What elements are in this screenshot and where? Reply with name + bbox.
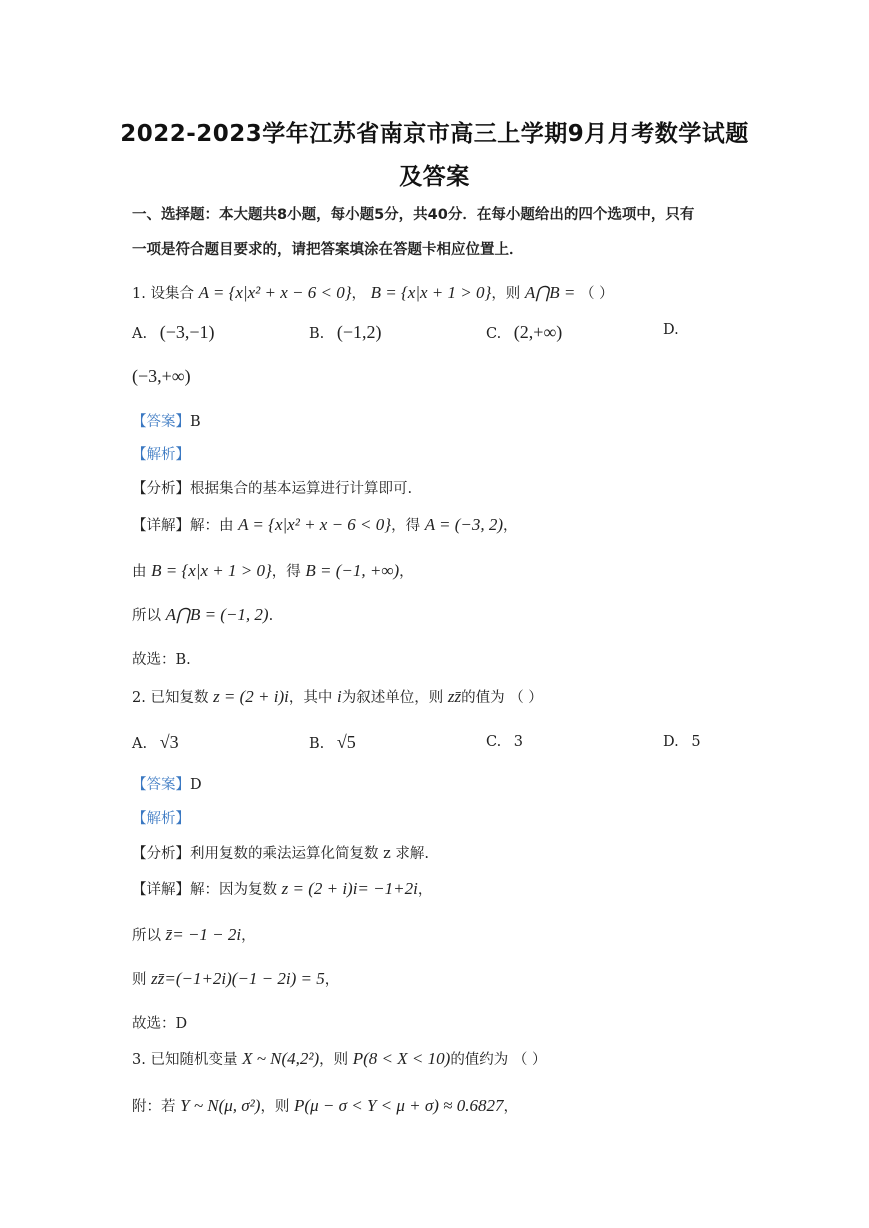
q1-sep: ， [351, 286, 367, 302]
q2-mid: ，其中 [288, 690, 333, 706]
q1-step3-pre: 所以 [132, 608, 161, 624]
q3-paren: （ ） [512, 1052, 547, 1068]
q2-option-d-value: 5 [691, 734, 701, 750]
q3-note-dist: Y ~ N(μ, σ²) [180, 1096, 261, 1115]
q2-option-c-label: C. [486, 734, 502, 750]
section-heading-line1: 一、选择题：本大题共8小题，每小题5分，共40分．在每小题给出的四个选项中，只有 [132, 207, 695, 223]
q3-note-mid: ，则 [260, 1099, 290, 1115]
q1-option-b [309, 322, 382, 343]
q1-answer [132, 410, 201, 431]
q1-step2-end: ， [399, 564, 414, 580]
q3-note-prob: P(μ − σ < Y < μ + σ) ≈ 0.6827 [294, 1096, 504, 1115]
q3-dist: X ~ N(4,2²) [242, 1049, 320, 1068]
q1-step3-math: A⋂B = (−1, 2) [165, 605, 269, 624]
q1-answer-tag: 【答案】 [132, 414, 190, 430]
q1-set-b: B = {x|x + 1 > 0} [370, 283, 492, 302]
q2-option-b-label: B. [309, 736, 325, 752]
q2-prefix: 2. 已知复数 [132, 690, 209, 706]
q2-step2-math: z̄= −1 − 2i [165, 925, 242, 944]
q1-stem [132, 282, 614, 303]
q1-step1-pre: 解：由 [190, 518, 234, 534]
q2-step2-end: ， [241, 928, 256, 944]
q1-fenxi [132, 477, 412, 498]
q2-detail-step1 [132, 878, 432, 899]
q2-option-a-label: A. [132, 736, 148, 752]
q1-prefix: 1. 设集合 [132, 286, 194, 302]
q2-option-d-label: D. [663, 734, 679, 750]
q2-z-expr: z = (2 + i)i [213, 687, 289, 706]
q1-option-d-value: (−3,+∞) [132, 366, 191, 386]
q2-analysis-tag: 【解析】 [132, 811, 190, 827]
q1-option-d [663, 322, 679, 338]
q1-step2-pre: 由 [132, 564, 147, 580]
q3-note-end: ， [503, 1099, 519, 1115]
q2-paren: （ ） [509, 690, 543, 706]
q1-option-c-label: C. [486, 326, 502, 342]
q2-detail-step3 [132, 968, 339, 989]
q3-note-pre: 附：若 [132, 1099, 176, 1115]
q1-step3-end: . [268, 608, 274, 624]
q1-step1-math: A = {x|x² + x − 6 < 0} [238, 515, 392, 534]
q3-stem [132, 1048, 547, 1069]
q1-set-a: A = {x|x² + x − 6 < 0} [198, 283, 352, 302]
q2-option-c-value: 3 [513, 734, 524, 750]
q2-conclusion: 故选：D [132, 1016, 188, 1032]
q2-answer-tag: 【答案】 [132, 777, 190, 793]
q1-option-a-label: A. [132, 326, 148, 342]
q1-step2-mid: ，得 [271, 564, 301, 580]
q2-fenxi-tag: 【分析】 [132, 846, 190, 862]
doc-title-line1: 2022-2023学年江苏省南京市高三上学期9月月考数学试题 [120, 121, 749, 147]
q2-step1-pre: 解：因为复数 [190, 882, 277, 898]
q2-stem [132, 686, 543, 707]
q2-i-symbol: i [337, 687, 342, 706]
q1-step1-mid: ，得 [391, 518, 421, 534]
q1-step2-math: B = {x|x + 1 > 0} [151, 561, 272, 580]
q1-option-b-label: B. [309, 326, 325, 342]
q1-analysis-tag: 【解析】 [132, 447, 190, 463]
q3-note [132, 1095, 518, 1116]
q2-fenxi [132, 842, 429, 863]
q3-mid: ，则 [319, 1052, 349, 1068]
doc-title-line2: 及答案 [399, 164, 470, 190]
q2-option-d [663, 734, 701, 750]
q1-ask: ，则 [491, 286, 521, 302]
q1-option-a-value: (−3,−1) [159, 322, 215, 342]
q2-step3-pre: 则 [132, 972, 147, 988]
q2-step3-end: ， [324, 972, 340, 988]
q2-answer-value: D [190, 777, 202, 793]
q1-paren: （ ） [579, 286, 614, 302]
q2-option-b-value: √5 [336, 732, 356, 752]
q1-detail-step1 [132, 514, 518, 535]
q1-xiangjie-tag: 【详解】 [132, 518, 190, 534]
q1-option-a [132, 322, 215, 343]
q2-ask: 的值为 [461, 690, 505, 706]
q2-mid2: 为叙述单位，则 [341, 690, 444, 706]
q1-step2-res: B = (−1, +∞) [305, 561, 400, 580]
q1-fenxi-tag: 【分析】 [132, 481, 190, 497]
q2-fenxi-text: 利用复数的乘法运算化简复数 z 求解. [190, 846, 429, 862]
q1-step1-end: ， [503, 518, 518, 534]
q1-fenxi-text: 根据集合的基本运算进行计算即可. [190, 481, 413, 497]
q2-step1-math: z = (2 + i)i= −1+2i [281, 879, 418, 898]
q2-step1-end: ， [417, 882, 433, 898]
q1-option-c-value: (2,+∞) [513, 322, 563, 342]
q2-answer [132, 773, 202, 794]
q1-detail-step3 [132, 604, 273, 625]
q1-expr: A⋂B = [524, 283, 576, 302]
q1-step1-res: A = (−3, 2) [424, 515, 504, 534]
q2-xiangjie-tag: 【详解】 [132, 882, 190, 898]
q2-option-b [309, 732, 356, 753]
section-heading-line2: 一项是符合题目要求的，请把答案填涂在答题卡相应位置上． [132, 242, 524, 258]
q3-prob: P(8 < X < 10) [352, 1049, 451, 1068]
q3-ask: 的值约为 [450, 1052, 509, 1068]
q1-option-b-value: (−1,2) [336, 322, 382, 342]
q2-step2-pre: 所以 [132, 928, 161, 944]
q2-step3-math: zz̄=(−1+2i)(−1 − 2i) = 5 [151, 969, 325, 988]
q2-option-a [132, 732, 179, 753]
q2-detail-step2 [132, 924, 256, 945]
q1-conclusion: 故选：B. [132, 652, 191, 668]
q1-option-d-label: D. [663, 322, 679, 338]
q1-option-d-value-line [132, 366, 191, 387]
q2-option-a-value: √3 [159, 732, 179, 752]
q1-option-c [486, 322, 562, 343]
q1-detail-step2 [132, 560, 414, 581]
q3-prefix: 3. 已知随机变量 [132, 1052, 238, 1068]
q1-answer-value: B [190, 414, 201, 430]
q2-zz: zz̄ [447, 687, 462, 706]
q2-option-c [486, 734, 523, 750]
